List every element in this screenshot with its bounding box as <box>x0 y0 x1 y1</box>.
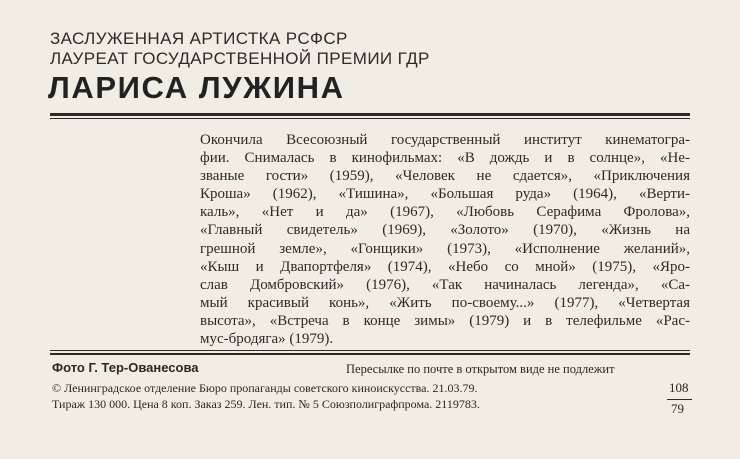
bio-line: «Главный свидетель» (1969), «Золото» (1970), «Жизнь на <box>200 222 690 239</box>
bio-line: Кроша» (1962), «Тишина», «Большая руда» (1964), «Верти- <box>200 186 690 203</box>
bio-line: мус-бродяга» (1979). <box>200 331 334 348</box>
bottom-rule-thick <box>50 353 690 355</box>
fraction-rule <box>667 399 692 400</box>
honorary-title: ЗАСЛУЖЕННАЯ АРТИСТКА РСФСР <box>50 29 348 48</box>
bio-line: званые гости» (1959), «Человек не сдается», «Приключения <box>200 168 690 185</box>
top-rule-thin <box>50 118 690 119</box>
bio-line: высота», «Встреча в конце зимы» (1979) и в телефильме «Рас- <box>200 312 690 329</box>
bottom-rule-thin <box>50 350 690 351</box>
bio-line: «Кыш и Двапортфеля» (1974), «Небо со мной» (1975), «Яро- <box>200 258 690 275</box>
series-year: 79 <box>671 401 684 416</box>
bio-line: слав Домбровский» (1976), «Так начиналась легенда», «Са- <box>200 276 690 293</box>
bio-line: Окончила Всесоюзный государственный институт кинематогра- <box>200 132 690 148</box>
postal-note: Пересылке по почте в открытом виде не подлежит <box>346 362 615 376</box>
bio-line: каль», «Нет и да» (1967), «Любовь Серафима Фролова», <box>200 204 690 221</box>
prize-title: ЛАУРЕАТ ГОСУДАРСТВЕННОЙ ПРЕМИИ ГДР <box>50 49 430 68</box>
biography-text <box>200 131 690 348</box>
bio-line: грешной земле», «Гонщики» (1973), «Исполнение желаний», <box>200 240 690 257</box>
bio-line: мый красивый конь», «Жить по-своему...» (1977), «Четвертая <box>200 294 690 311</box>
bio-line: фии. Снималась в кинофильмах: «В дождь и в солнце», «Не- <box>200 150 690 167</box>
imprint-line: © Ленинградское отделение Бюро пропаганды советского киноискусства. 21.03.79. <box>52 381 478 395</box>
top-rule-thick <box>50 113 690 116</box>
actress-name: ЛАРИСА ЛУЖИНА <box>48 70 345 105</box>
imprint-line: Тираж 130 000. Цена 8 коп. Заказ 259. Лен. тип. № 5 Союзполиграфпрома. 2119783. <box>52 397 480 411</box>
photo-credit: Фото Г. Тер-Ованесова <box>52 360 199 375</box>
series-number: 108 <box>669 380 689 395</box>
